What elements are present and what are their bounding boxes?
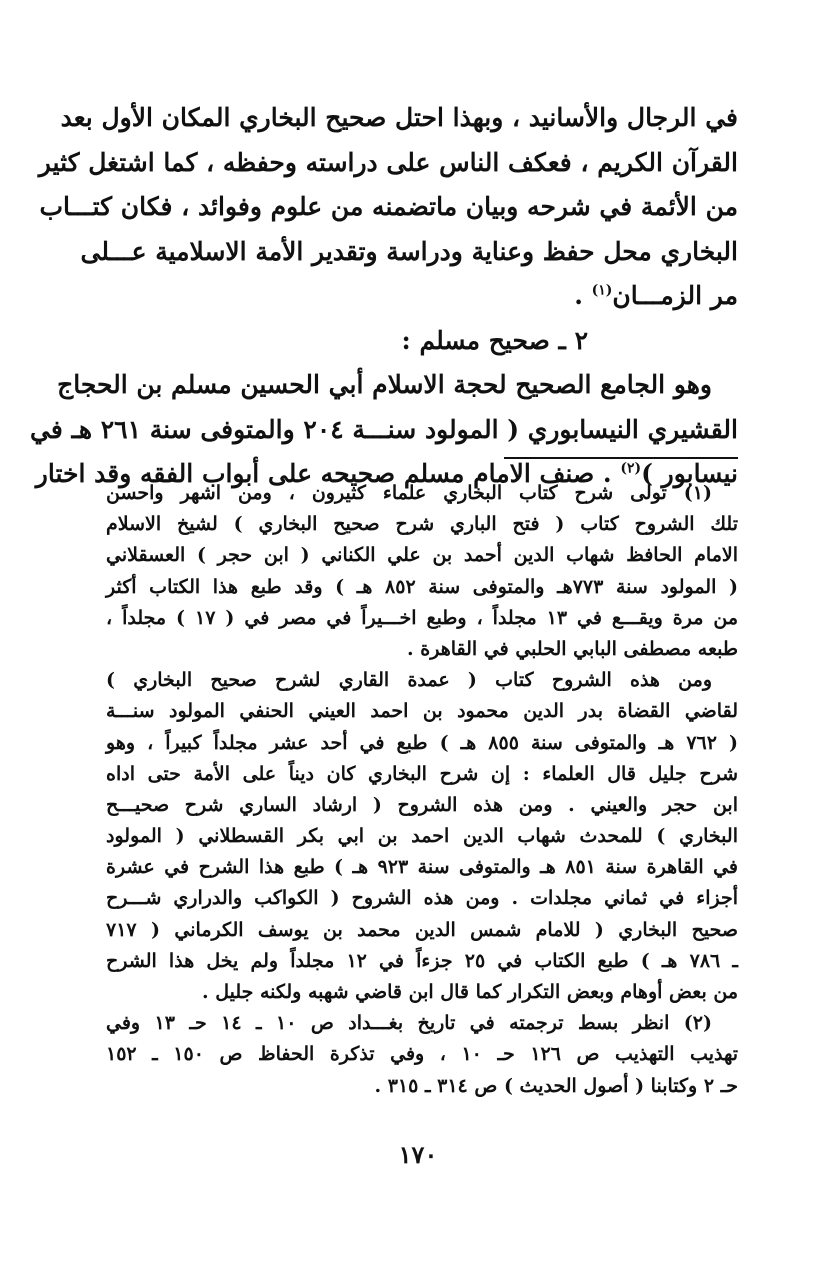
footnote-line: صحيح البخاري ( للامام شمس الدين محمد بن يوسف الكرماني ( ٧١٧	[106, 918, 738, 941]
main-text-line: من الأئمة في شرحه وبيان ماتضمنه من علوم وفوائد ، فكان كتـــاب	[39, 192, 738, 221]
footnote-line: ابن حجر والعيني . ومن هذه الشروح ( ارشاد الساري شرح صحيـــح	[106, 793, 738, 816]
footnote-line: البخاري ) للمحدث شهاب الدين احمد بن ابي بكر القسطلاني ( المولود	[106, 825, 738, 848]
footnote-line: تلك الشروح كتاب ( فتح الباري شرح صحيح البخاري ) لشيخ الاسلام	[106, 513, 738, 536]
main-text-last-line	[106, 274, 738, 319]
paragraph-2-line: وهو الجامع الصحيح لحجة الاسلام أبي الحسين مسلم بن الحجاج	[57, 370, 712, 399]
footnote-line: من مرة ويقـــع في ١٣ مجلداً ، وطبع اخـــيراً في مصر في ( ١٧ ) مجلداً ،	[106, 606, 739, 629]
footnote-line: ـ ٧٨٦ هـ ) طبع الكتاب في ٢٥ جزءاً في ١٢ مجلداً ولم يخل هذا الشرح	[106, 949, 738, 972]
footnote-line: في القاهرة سنة ٨٥١ هـ والمتوفى سنة ٩٢٣ هـ ) طبع هذا الشرح في عشرة	[106, 856, 738, 879]
footnote-line: شرح جليل قال العلماء : إن شرح البخاري كان ديناً على الأمة حتى اداه	[106, 762, 738, 785]
footnote-line: (٢) انظر بسط ترجمته في تاريخ بغـــداد ص ١٠ ـ ١٤ حـ ١٣ وفي	[106, 1012, 712, 1035]
footnote-line: لقاضي القضاة بدر الدين محمود بن احمد العيني الحنفي المولود سنـــة	[106, 700, 738, 723]
footnote-line: حـ ٢ وكتابنا ( أصول الحديث ) ص ٣١٤ ـ ٣١٥ .	[374, 1074, 738, 1097]
paragraph-2-last-end: . صنف الامام مسلم صحيحه على أبواب الفقه وقد اختار	[35, 459, 621, 488]
section-heading: ٢ ـ صحيح مسلم :	[401, 325, 588, 355]
footnote-line: أجزاء في ثماني مجلدات . ومن هذه الشروح ( الكواكب والدراري شـــرح	[106, 887, 738, 910]
footnote-line: الامام الحافظ شهاب الدين أحمد بن علي الكناني ( ابن حجر ) العسقلاني	[106, 544, 738, 567]
main-text-line: القرآن الكريم ، فعكف الناس على دراسته وحفظه ، كما اشتغل كثير	[38, 147, 738, 177]
page-number: ١٧٠	[398, 1140, 438, 1169]
main-text-last-line-text: مر الزمـــان	[612, 281, 738, 310]
footnote-line: من بعض أوهام وبعض التكرار كما قال ابن قاضي شهبه ولكنه جليل .	[201, 981, 738, 1003]
footnote-line: ومن هذه الشروح كتاب ( عمدة القاري لشرح صحيح البخاري )	[106, 669, 712, 692]
footnote-line: (١) تولى شرح كتاب البخاري علماء كثيرون ، ومن اشهر واحسن	[106, 482, 712, 504]
footnote-ref-2: (٢)	[620, 460, 642, 477]
paragraph-2-last-start: نيسابور )	[641, 459, 738, 488]
main-text	[30, 96, 738, 497]
footnote-separator	[504, 457, 738, 459]
footnotes	[106, 478, 738, 1102]
main-text-line: البخاري محل حفظ وعناية ودراسة وتقدير الأمة الاسلامية عـــلى	[80, 236, 738, 266]
footnote-line: ( ٧٦٢ هـ والمتوفى سنة ٨٥٥ هـ ) طبع في أحد عشر مجلداً كبيراً ، وهو	[106, 731, 738, 754]
main-text-last-line-end: .	[574, 281, 592, 310]
footnote-line: طبعه مصطفى البابي الحلبي في القاهرة .	[407, 637, 738, 660]
main-text-line: في الرجال والأسانيد ، وبهذا احتل صحيح البخاري المكان الأول بعد	[60, 103, 738, 132]
footnote-line: تهذيب التهذيب ص ١٢٦ حـ ١٠ ، وفي تذكرة الحفاظ ص ١٥٠ ـ ١٥٢	[106, 1043, 738, 1066]
footnote-ref-1: (١)	[591, 282, 613, 299]
paragraph-2-line: القشيري النيسابوري ( المولود سنـــة ٢٠٤ والمتوفى سنة ٢٦١ هـ في	[30, 414, 738, 444]
footnote-line: ( المولود سنة ٧٧٣هـ والمتوفى سنة ٨٥٢ هـ ) وقد طبع هذا الكتاب أكثر	[106, 575, 739, 598]
